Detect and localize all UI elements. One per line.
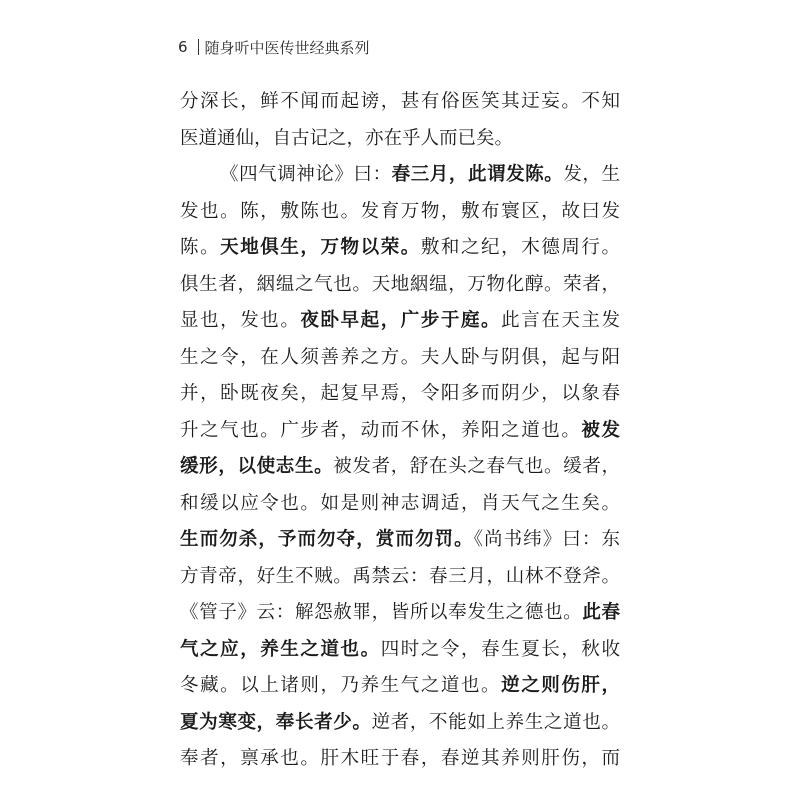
text-line [180,705,620,742]
text-line [180,340,620,377]
text-segment: 敷和之纪，木德周行。 [420,237,620,258]
text-line [180,668,620,705]
text-line [180,267,620,304]
bold-text-segment: 逆之则伤肝， [501,675,620,696]
text-segment: 显也，发也。 [180,310,301,331]
bold-text-segment: 缓形，以使志生。 [180,456,334,477]
text-segment: 《四气调神论》曰： [220,164,392,185]
header-divider [198,39,199,55]
text-segment: 和缓以应令也。如是则神志调适，肖天气之生矣。 [180,492,620,514]
text-line [180,121,620,158]
bold-text-segment: 夜卧早起，广步于庭。 [300,310,502,331]
bold-text-segment: 天地俱生，万物以荣。 [220,237,421,258]
text-line [180,376,620,413]
body-text [180,84,620,778]
text-line [180,449,620,486]
text-line [180,413,620,450]
text-line [180,595,620,632]
text-segment: 发，生 [563,164,620,185]
text-line [180,486,620,523]
text-segment: 被发者，舒在头之春气也。缓者， [333,456,620,477]
text-line [180,194,620,231]
bold-text-segment: 夏为寒变，奉长者少。 [180,711,372,733]
series-title: 随身听中医传世经典系列 [204,38,370,57]
text-segment: 发也。陈，敷陈也。发育万物，敷布寰区，故曰发 [180,200,620,222]
text-segment: 此言在天主发 [501,310,620,331]
text-segment: 俱生者，絪缊之气也。天地絪缊，万物化醇。荣者， [180,273,620,295]
text-line [180,632,620,669]
text-segment: 升之气也。广步者，动而不休，养阳之道也。 [180,419,582,441]
text-segment: 分深长，鲜不闻而起谤，甚有俗医笑其迂妄。不知 [180,91,620,112]
text-line [180,559,620,596]
text-line [180,230,620,267]
page-number: 6 [178,38,188,56]
text-segment: 冬藏。以上诸则，乃养生气之道也。 [180,675,502,696]
bold-text-segment: 被发 [581,419,620,441]
text-segment: 并，卧既夜矣，起复早焉，令阳多而阴少，以象春 [180,383,620,404]
text-segment: 奉者，禀承也。肝木旺于春，春逆其养则肝伤，而 [180,748,620,769]
text-segment: 医道通仙，自古记之，亦在乎人而已矣。 [180,127,514,149]
bold-text-segment: 春三月，此谓发陈。 [391,164,564,185]
text-line [180,84,620,121]
bold-text-segment: 此春 [582,602,620,623]
text-segment: 生之令，在人须善养之方。夫人卧与阴俱，起与阳 [180,346,620,368]
text-segment: 四时之令，春生夏长，秋收 [380,638,620,660]
text-segment: 《管子》云：解怨赦罪，皆所以奉发生之德也。 [180,602,583,623]
text-line [180,303,620,340]
text-line [180,157,620,194]
text-line [180,522,620,559]
text-segment: 方青帝，好生不贼。禹禁云：春三月，山林不登斧。 [180,565,620,587]
text-segment: 逆者，不能如上养生之道也。 [371,711,620,733]
text-segment: 陈。 [180,237,221,258]
running-header [178,34,370,60]
bold-text-segment: 气之应，养生之道也。 [180,638,381,660]
bold-text-segment: 生而勿杀，予而勿夺，赏而勿罚。 [180,529,474,550]
text-segment: 《尚书纬》曰：东 [473,529,620,550]
text-line [180,741,620,778]
